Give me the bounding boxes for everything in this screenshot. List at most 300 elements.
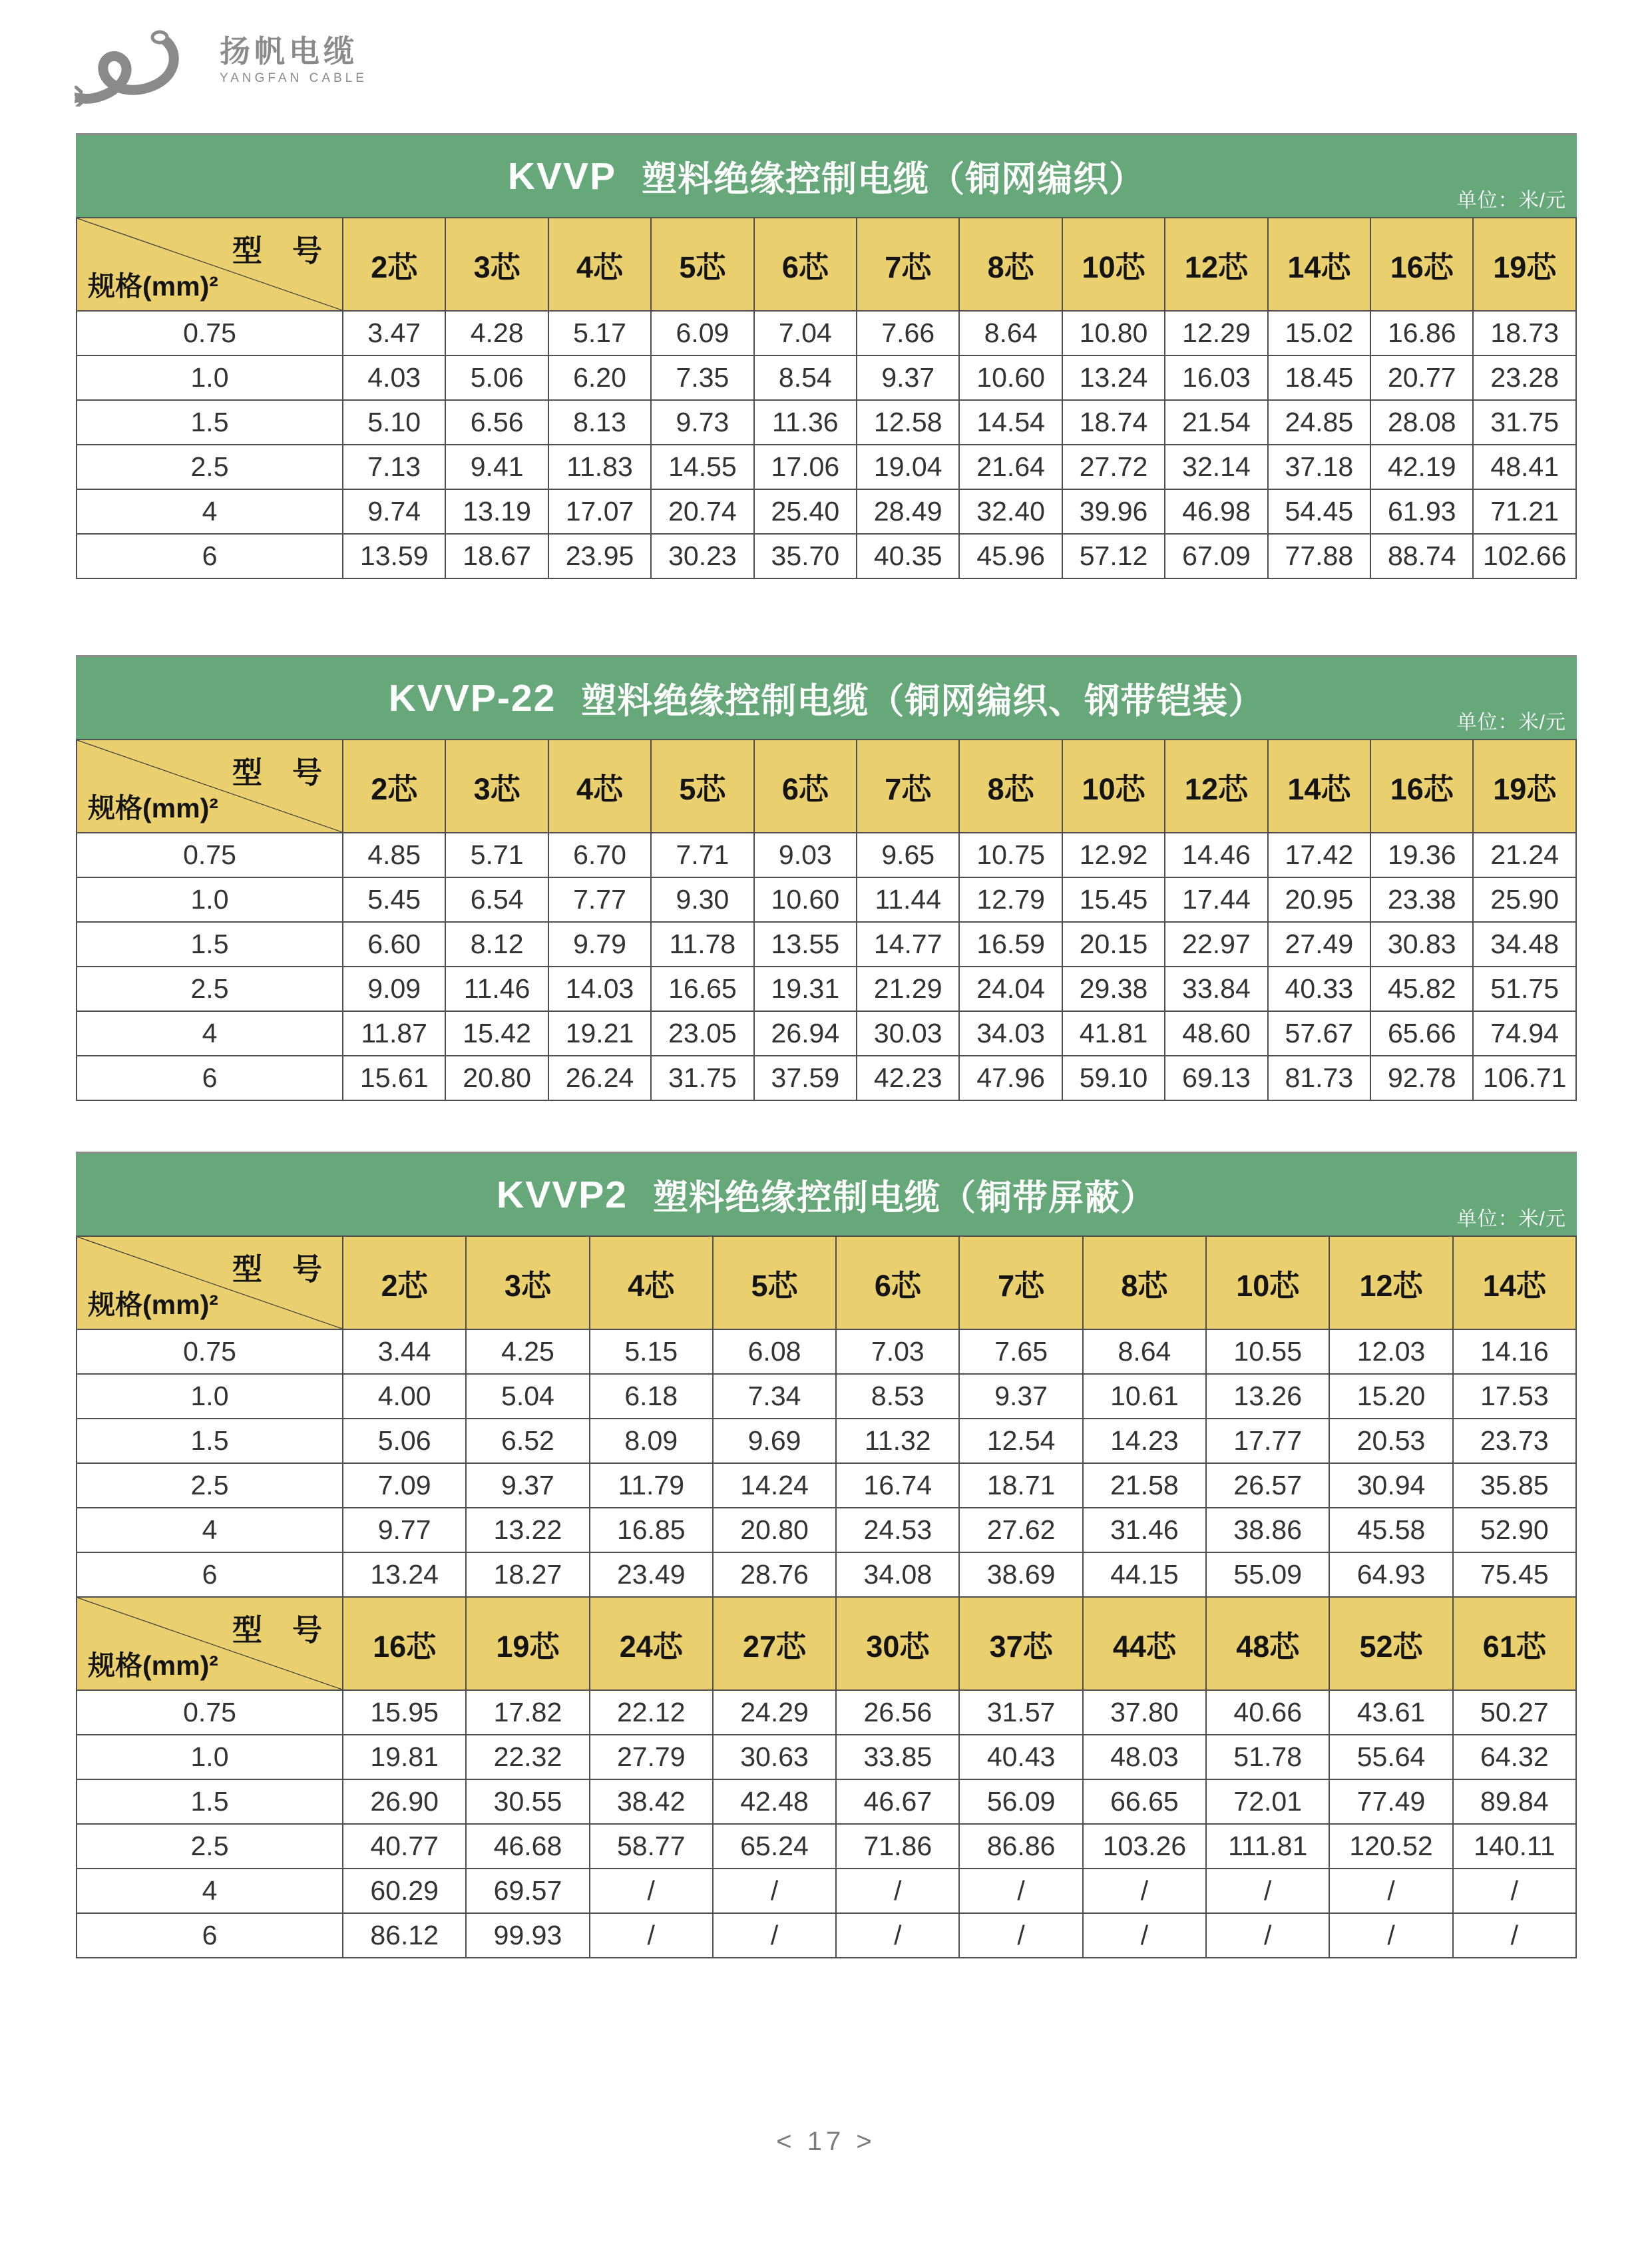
price-cell: / (1083, 1913, 1206, 1958)
price-cell: 22.12 (590, 1690, 713, 1735)
spec-cell: 6 (77, 534, 343, 578)
price-cell: 5.06 (343, 1419, 466, 1463)
price-cell: 17.07 (548, 489, 651, 534)
model-spec-corner-cell (77, 740, 343, 833)
price-cell: 65.24 (713, 1824, 836, 1869)
price-cell: 28.76 (713, 1552, 836, 1597)
price-cell: 24.53 (836, 1508, 959, 1552)
core-count-header: 37芯 (959, 1597, 1082, 1690)
price-cell: 10.60 (959, 355, 1062, 400)
table-row (77, 1869, 1576, 1913)
core-count-header: 8芯 (1083, 1236, 1206, 1329)
price-cell: 28.49 (857, 489, 959, 534)
price-cell: 14.23 (1083, 1419, 1206, 1463)
price-cell: 9.30 (651, 877, 753, 922)
price-cell: 35.70 (754, 534, 857, 578)
price-cell: 86.86 (959, 1824, 1082, 1869)
kvvp-price-table (76, 217, 1577, 579)
price-cell: 48.60 (1165, 1011, 1267, 1056)
price-cell: 17.77 (1206, 1419, 1329, 1463)
price-cell: 37.18 (1268, 445, 1370, 489)
cable-model-label: KVVP (507, 154, 617, 198)
price-cell: 31.57 (959, 1690, 1082, 1735)
price-cell: 27.49 (1268, 922, 1370, 967)
price-cell: 13.24 (1062, 355, 1165, 400)
price-cell: 16.59 (959, 922, 1062, 967)
table-row (77, 489, 1576, 534)
price-cell: 35.85 (1453, 1463, 1576, 1508)
header-row (77, 1597, 1576, 1690)
spec-cell: 0.75 (77, 833, 343, 877)
core-count-header: 12芯 (1165, 740, 1267, 833)
price-cell: 48.03 (1083, 1735, 1206, 1779)
price-cell: 20.15 (1062, 922, 1165, 967)
price-cell: / (713, 1913, 836, 1958)
core-count-header: 14芯 (1268, 740, 1370, 833)
price-cell: 12.79 (959, 877, 1062, 922)
price-cell: 9.74 (343, 489, 445, 534)
price-cell: 106.71 (1473, 1056, 1576, 1100)
price-cell: 27.62 (959, 1508, 1082, 1552)
price-cell: 17.53 (1453, 1374, 1576, 1419)
price-cell: 3.47 (343, 311, 445, 355)
price-cell: 10.55 (1206, 1329, 1329, 1374)
price-cell: 13.26 (1206, 1374, 1329, 1419)
price-cell: 8.64 (1083, 1329, 1206, 1374)
price-cell: 12.58 (857, 400, 959, 445)
price-cell: / (590, 1913, 713, 1958)
price-cell: 22.32 (466, 1735, 589, 1779)
price-cell: 4.85 (343, 833, 445, 877)
price-cell: 45.58 (1329, 1508, 1452, 1552)
cable-description-label: 塑料绝缘控制电缆（铜网编织） (642, 159, 1145, 199)
price-cell: 88.74 (1370, 534, 1473, 578)
price-cell: 54.45 (1268, 489, 1370, 534)
price-cell: 7.13 (343, 445, 445, 489)
price-cell: 26.56 (836, 1690, 959, 1735)
core-count-header: 3芯 (466, 1236, 589, 1329)
table-row (77, 355, 1576, 400)
price-cell: 16.65 (651, 967, 753, 1011)
price-cell: 9.69 (713, 1419, 836, 1463)
table-row (77, 1463, 1576, 1508)
price-cell: 30.83 (1370, 922, 1473, 967)
price-cell: 5.45 (343, 877, 445, 922)
price-cell: 60.29 (343, 1869, 466, 1913)
price-cell: 30.03 (857, 1011, 959, 1056)
core-count-header: 2芯 (343, 740, 445, 833)
price-cell: 46.68 (466, 1824, 589, 1869)
table-title-bar (76, 655, 1577, 739)
price-cell: 19.36 (1370, 833, 1473, 877)
price-cell: 5.10 (343, 400, 445, 445)
core-count-header: 2芯 (343, 218, 445, 311)
price-cell: 23.28 (1473, 355, 1576, 400)
price-cell: 11.87 (343, 1011, 445, 1056)
price-cell: 40.33 (1268, 967, 1370, 1011)
core-count-header: 10芯 (1062, 218, 1165, 311)
price-cell: 99.93 (466, 1913, 589, 1958)
table-row (77, 922, 1576, 967)
core-count-header: 3芯 (445, 218, 548, 311)
price-cell: 61.93 (1370, 489, 1473, 534)
price-cell: 42.19 (1370, 445, 1473, 489)
core-count-header: 6芯 (754, 218, 857, 311)
corner-spec-label: 规格(mm)² (88, 1650, 218, 1681)
price-cell: 18.45 (1268, 355, 1370, 400)
price-cell: 18.73 (1473, 311, 1576, 355)
price-cell: 5.04 (466, 1374, 589, 1419)
price-cell: 23.38 (1370, 877, 1473, 922)
core-count-header: 16芯 (1370, 740, 1473, 833)
price-cell: 26.94 (754, 1011, 857, 1056)
spec-cell: 4 (77, 1869, 343, 1913)
price-cell: 59.10 (1062, 1056, 1165, 1100)
price-cell: 86.12 (343, 1913, 466, 1958)
price-cell: / (1206, 1869, 1329, 1913)
price-cell: 16.74 (836, 1463, 959, 1508)
cable-loop-icon (75, 23, 214, 107)
table-row (77, 1508, 1576, 1552)
price-cell: 14.54 (959, 400, 1062, 445)
page-number: < 17 > (776, 2127, 876, 2156)
price-cell: 32.40 (959, 489, 1062, 534)
price-cell: 7.71 (651, 833, 753, 877)
price-cell: 20.80 (713, 1508, 836, 1552)
cable-description-label: 塑料绝缘控制电缆（铜网编织、钢带铠装） (581, 681, 1265, 721)
price-cell: 34.48 (1473, 922, 1576, 967)
price-cell: 17.42 (1268, 833, 1370, 877)
price-cell: 6.56 (445, 400, 548, 445)
price-cell: 26.24 (548, 1056, 651, 1100)
price-cell: 13.22 (466, 1508, 589, 1552)
price-cell: 57.12 (1062, 534, 1165, 578)
price-cell: 14.16 (1453, 1329, 1576, 1374)
price-cell: 20.80 (445, 1056, 548, 1100)
core-count-header: 12芯 (1165, 218, 1267, 311)
table-row (77, 445, 1576, 489)
price-cell: 21.24 (1473, 833, 1576, 877)
core-count-header: 5芯 (651, 740, 753, 833)
corner-model-label: 型 号 (232, 1252, 322, 1286)
price-cell: 19.21 (548, 1011, 651, 1056)
price-cell: 30.55 (466, 1779, 589, 1824)
price-cell: 51.75 (1473, 967, 1576, 1011)
core-count-header: 4芯 (548, 218, 651, 311)
table-row (77, 311, 1576, 355)
price-cell: 42.23 (857, 1056, 959, 1100)
price-cell: 7.35 (651, 355, 753, 400)
price-cell: 9.77 (343, 1508, 466, 1552)
kvvp22-price-table (76, 739, 1577, 1101)
price-cell: 14.46 (1165, 833, 1267, 877)
price-cell: 9.73 (651, 400, 753, 445)
table-row (77, 1735, 1576, 1779)
price-cell: 102.66 (1473, 534, 1576, 578)
price-cell: 6.08 (713, 1329, 836, 1374)
price-cell: 12.92 (1062, 833, 1165, 877)
table-row (77, 1552, 1576, 1597)
price-cell: 9.09 (343, 967, 445, 1011)
price-cell: 20.95 (1268, 877, 1370, 922)
price-cell: 16.86 (1370, 311, 1473, 355)
price-cell: 8.12 (445, 922, 548, 967)
core-count-header: 48芯 (1206, 1597, 1329, 1690)
price-cell: 103.26 (1083, 1824, 1206, 1869)
price-cell: 51.78 (1206, 1735, 1329, 1779)
core-count-header: 4芯 (590, 1236, 713, 1329)
header-row (77, 218, 1576, 311)
price-cell: 33.84 (1165, 967, 1267, 1011)
spec-cell: 2.5 (77, 1463, 343, 1508)
model-spec-corner-cell (77, 1236, 343, 1329)
price-cell: / (1206, 1913, 1329, 1958)
core-count-header: 52芯 (1329, 1597, 1452, 1690)
table-row (77, 1824, 1576, 1869)
table-row (77, 1056, 1576, 1100)
price-cell: / (1329, 1913, 1452, 1958)
model-spec-corner-cell (77, 1597, 343, 1690)
core-count-header: 10芯 (1062, 740, 1165, 833)
price-cell: / (959, 1913, 1082, 1958)
spec-cell: 1.5 (77, 1779, 343, 1824)
price-cell: 38.69 (959, 1552, 1082, 1597)
price-cell: 20.74 (651, 489, 753, 534)
core-count-header: 6芯 (754, 740, 857, 833)
price-cell: 69.57 (466, 1869, 589, 1913)
price-cell: 15.45 (1062, 877, 1165, 922)
price-cell: 26.90 (343, 1779, 466, 1824)
price-cell: 46.98 (1165, 489, 1267, 534)
price-cell: 77.88 (1268, 534, 1370, 578)
unit-label: 单位：米/元 (1456, 190, 1566, 212)
price-cell: 3.44 (343, 1329, 466, 1374)
price-cell: 77.49 (1329, 1779, 1452, 1824)
core-count-header: 5芯 (713, 1236, 836, 1329)
price-cell: 38.86 (1206, 1508, 1329, 1552)
price-cell: 17.06 (754, 445, 857, 489)
price-cell: 39.96 (1062, 489, 1165, 534)
price-cell: 22.97 (1165, 922, 1267, 967)
price-cell: 7.77 (548, 877, 651, 922)
price-cell: 41.81 (1062, 1011, 1165, 1056)
core-count-header: 4芯 (548, 740, 651, 833)
core-count-header: 3芯 (445, 740, 548, 833)
price-cell: 9.79 (548, 922, 651, 967)
price-cell: 74.94 (1473, 1011, 1576, 1056)
price-cell: 5.17 (548, 311, 651, 355)
price-cell: 17.44 (1165, 877, 1267, 922)
price-cell: 9.65 (857, 833, 959, 877)
price-cell: 4.03 (343, 355, 445, 400)
corner-model-label: 型 号 (232, 756, 322, 789)
spec-cell: 1.0 (77, 1374, 343, 1419)
price-cell: 71.21 (1473, 489, 1576, 534)
spec-cell: 6 (77, 1552, 343, 1597)
price-cell: 10.61 (1083, 1374, 1206, 1419)
price-cell: 6.20 (548, 355, 651, 400)
price-cell: / (959, 1869, 1082, 1913)
price-cell: 15.02 (1268, 311, 1370, 355)
price-cell: 27.79 (590, 1735, 713, 1779)
core-count-header: 30芯 (836, 1597, 959, 1690)
corner-model-label: 型 号 (232, 1613, 322, 1647)
price-cell: / (836, 1913, 959, 1958)
price-cell: 58.77 (590, 1824, 713, 1869)
price-cell: 17.82 (466, 1690, 589, 1735)
price-cell: 6.70 (548, 833, 651, 877)
core-count-header: 16芯 (1370, 218, 1473, 311)
price-cell: 21.64 (959, 445, 1062, 489)
price-cell: 25.90 (1473, 877, 1576, 922)
price-cell: 4.00 (343, 1374, 466, 1419)
price-cell: 11.46 (445, 967, 548, 1011)
price-cell: 24.85 (1268, 400, 1370, 445)
price-cell: 66.65 (1083, 1779, 1206, 1824)
spec-cell: 2.5 (77, 445, 343, 489)
price-cell: 92.78 (1370, 1056, 1473, 1100)
price-cell: 6.18 (590, 1374, 713, 1419)
price-cell: 23.95 (548, 534, 651, 578)
spec-cell: 4 (77, 1508, 343, 1552)
spec-cell: 0.75 (77, 1329, 343, 1374)
cable-model-label: KVVP-22 (388, 676, 556, 720)
price-cell: 48.41 (1473, 445, 1576, 489)
price-cell: 15.42 (445, 1011, 548, 1056)
table-row (77, 833, 1576, 877)
price-cell: 5.15 (590, 1329, 713, 1374)
price-cell: 11.36 (754, 400, 857, 445)
price-cell: 14.03 (548, 967, 651, 1011)
price-cell: 9.37 (959, 1374, 1082, 1419)
spec-cell: 4 (77, 489, 343, 534)
price-cell: 8.53 (836, 1374, 959, 1419)
corner-spec-label: 规格(mm)² (88, 793, 218, 823)
price-cell: 65.66 (1370, 1011, 1473, 1056)
price-cell: 20.53 (1329, 1419, 1452, 1463)
price-cell: 13.19 (445, 489, 548, 534)
company-logo (75, 23, 367, 107)
price-cell: / (836, 1869, 959, 1913)
table-title-bar (76, 133, 1577, 217)
price-cell: 8.64 (959, 311, 1062, 355)
corner-model-label: 型 号 (232, 234, 322, 268)
price-cell: 19.81 (343, 1735, 466, 1779)
price-cell: 55.64 (1329, 1735, 1452, 1779)
table-row (77, 877, 1576, 922)
spec-cell: 0.75 (77, 1690, 343, 1735)
price-cell: 11.78 (651, 922, 753, 967)
price-cell: 19.04 (857, 445, 959, 489)
price-cell: / (713, 1869, 836, 1913)
price-cell: 9.37 (857, 355, 959, 400)
price-cell: 30.63 (713, 1735, 836, 1779)
price-cell: 31.46 (1083, 1508, 1206, 1552)
price-cell: 4.25 (466, 1329, 589, 1374)
price-cell: 50.27 (1453, 1690, 1576, 1735)
price-cell: 5.71 (445, 833, 548, 877)
unit-label: 单位：米/元 (1456, 712, 1566, 734)
price-cell: 47.96 (959, 1056, 1062, 1100)
price-cell: 15.95 (343, 1690, 466, 1735)
cable-description-label: 塑料绝缘控制电缆（铜带屏蔽） (652, 1178, 1156, 1218)
price-cell: 32.14 (1165, 445, 1267, 489)
core-count-header: 7芯 (857, 218, 959, 311)
price-cell: 12.54 (959, 1419, 1082, 1463)
price-cell: 45.96 (959, 534, 1062, 578)
table-row (77, 1329, 1576, 1374)
table-row (77, 1913, 1576, 1958)
price-cell: 40.66 (1206, 1690, 1329, 1735)
core-count-header: 7芯 (959, 1236, 1082, 1329)
price-cell: 25.40 (754, 489, 857, 534)
core-count-header: 12芯 (1329, 1236, 1452, 1329)
header-row (77, 1236, 1576, 1329)
price-cell: 23.49 (590, 1552, 713, 1597)
price-cell: 40.43 (959, 1735, 1082, 1779)
table-row (77, 1690, 1576, 1735)
table-row (77, 1779, 1576, 1824)
logo-english-name: YANGFAN CABLE (220, 71, 367, 85)
price-cell: 11.44 (857, 877, 959, 922)
price-cell: 120.52 (1329, 1824, 1452, 1869)
price-cell: 10.80 (1062, 311, 1165, 355)
price-cell: 69.13 (1165, 1056, 1267, 1100)
price-cell: 19.31 (754, 967, 857, 1011)
price-cell: 8.09 (590, 1419, 713, 1463)
price-cell: 7.03 (836, 1329, 959, 1374)
core-count-header: 10芯 (1206, 1236, 1329, 1329)
model-spec-corner-cell (77, 218, 343, 311)
price-cell: 30.23 (651, 534, 753, 578)
price-cell: 89.84 (1453, 1779, 1576, 1824)
price-cell: 20.77 (1370, 355, 1473, 400)
core-count-header: 19芯 (1473, 740, 1576, 833)
core-count-header: 2芯 (343, 1236, 466, 1329)
spec-cell: 2.5 (77, 1824, 343, 1869)
core-count-header: 14芯 (1453, 1236, 1576, 1329)
price-cell: 7.34 (713, 1374, 836, 1419)
core-count-header: 61芯 (1453, 1597, 1576, 1690)
price-cell: 67.09 (1165, 534, 1267, 578)
price-cell: 30.94 (1329, 1463, 1452, 1508)
price-cell: 7.04 (754, 311, 857, 355)
price-cell: 21.29 (857, 967, 959, 1011)
price-cell: 5.06 (445, 355, 548, 400)
price-cell: 46.67 (836, 1779, 959, 1824)
spec-cell: 6 (77, 1056, 343, 1100)
price-cell: 10.60 (754, 877, 857, 922)
spec-cell: 1.0 (77, 1735, 343, 1779)
kvvp2-price-section (76, 1152, 1577, 1958)
price-cell: 15.20 (1329, 1374, 1452, 1419)
core-count-header: 8芯 (959, 740, 1062, 833)
price-cell: 33.85 (836, 1735, 959, 1779)
price-cell: 38.42 (590, 1779, 713, 1824)
price-cell: 29.38 (1062, 967, 1165, 1011)
price-cell: 9.41 (445, 445, 548, 489)
price-cell: 23.73 (1453, 1419, 1576, 1463)
corner-spec-label: 规格(mm)² (88, 1289, 218, 1320)
kvvp22-price-section (76, 655, 1577, 1101)
price-cell: 8.54 (754, 355, 857, 400)
price-cell: 42.48 (713, 1779, 836, 1824)
price-cell: 16.03 (1165, 355, 1267, 400)
price-cell: 40.77 (343, 1824, 466, 1869)
price-cell: / (1329, 1869, 1452, 1913)
price-cell: 6.60 (343, 922, 445, 967)
price-cell: 31.75 (1473, 400, 1576, 445)
